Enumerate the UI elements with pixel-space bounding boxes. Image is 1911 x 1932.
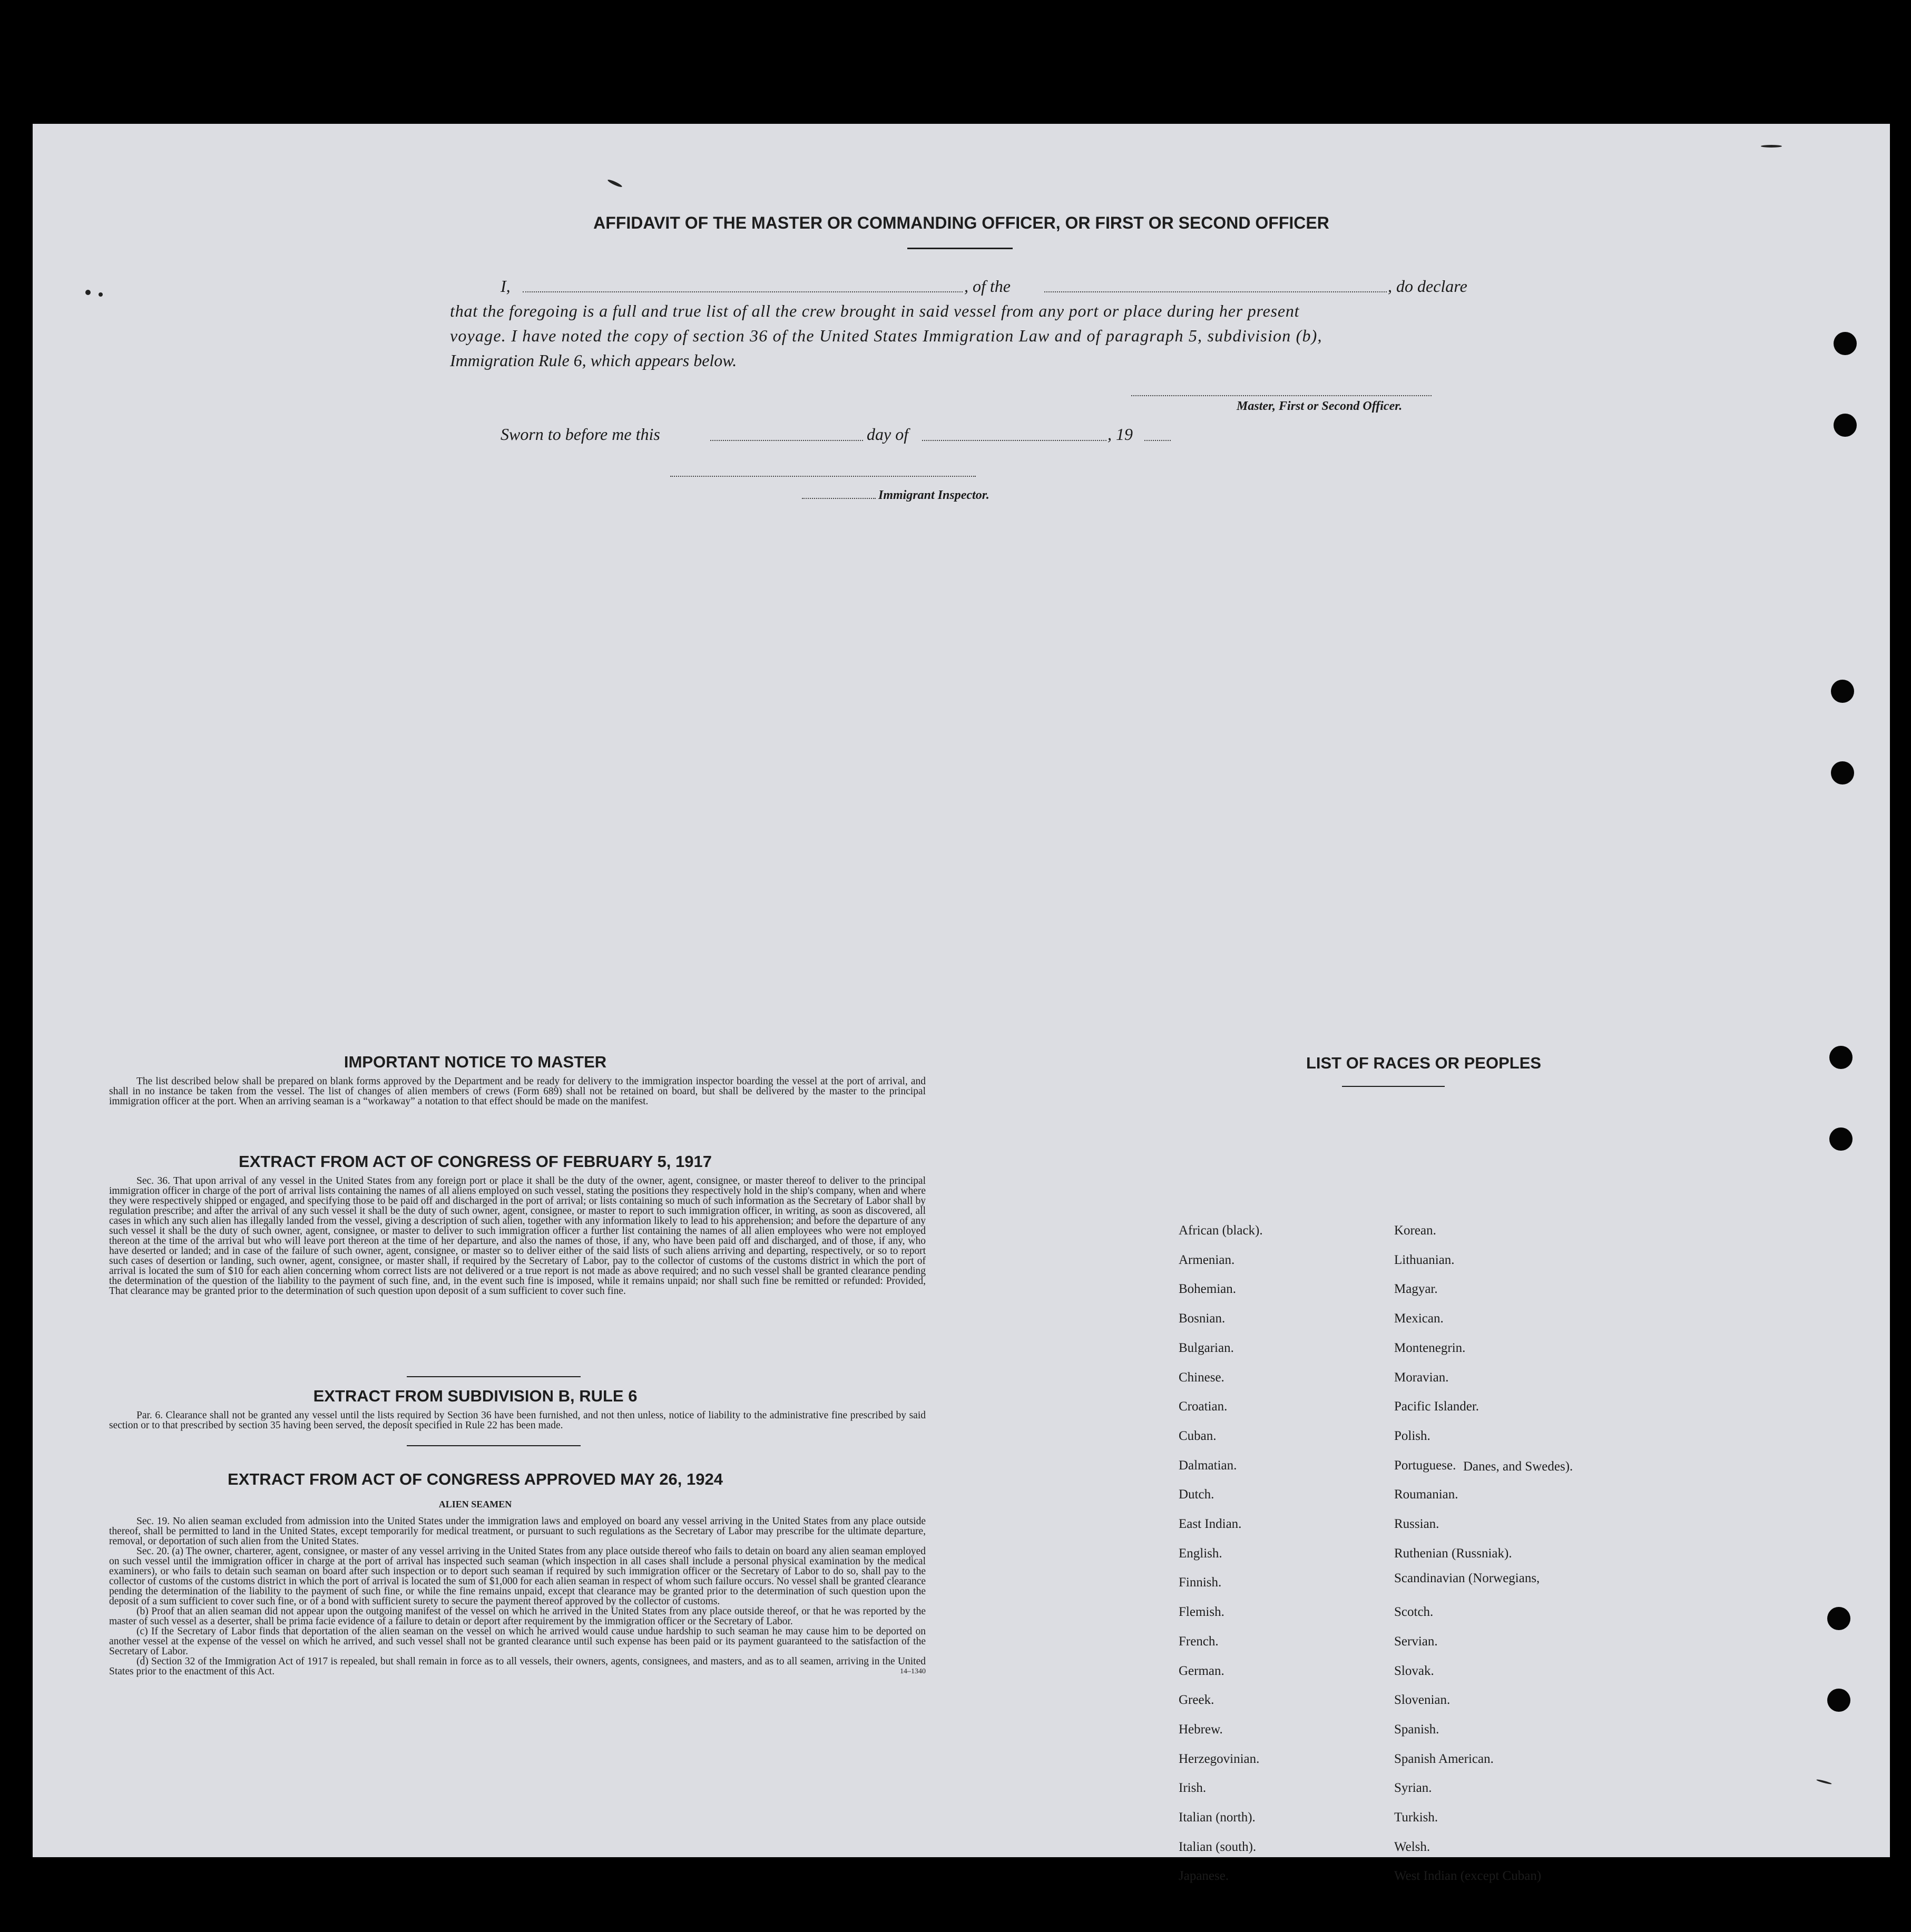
race-item: Spanish. xyxy=(1394,1722,1439,1737)
race-item: Greek. xyxy=(1179,1693,1214,1708)
race-item: Dalmatian. xyxy=(1179,1458,1237,1473)
vessel-field[interactable] xyxy=(1044,291,1387,292)
sworn-day-field[interactable] xyxy=(710,440,863,441)
race-item: Slovak. xyxy=(1394,1663,1434,1678)
race-item: Bulgarian. xyxy=(1179,1340,1234,1355)
race-item: Polish. xyxy=(1394,1428,1430,1443)
affidavit-line4: Immigration Rule 6, which appears below. xyxy=(450,351,737,370)
race-item: Herzegovinian. xyxy=(1179,1751,1260,1766)
name-field[interactable] xyxy=(523,291,963,292)
notice-title: IMPORTANT NOTICE TO MASTER xyxy=(344,1053,607,1071)
race-item: Japanese. xyxy=(1179,1869,1229,1884)
race-item: Spanish American. xyxy=(1394,1751,1494,1766)
sec20b-paragraph: (b) Proof that an alien seaman did not appear upon the outgoing manifest of the vessel on which he arrived in the United States from any place outside thereof, or that he was reported by the master of such vessel as a deserter, shall be prima facie evidence of a failure to detain or deport after requirement by the immigration officer or the Secretary of Labor. xyxy=(109,1606,926,1627)
race-item: Flemish. xyxy=(1179,1605,1224,1620)
race-item: Montenegrin. xyxy=(1394,1340,1466,1355)
punch-hole xyxy=(1831,680,1854,703)
extract-1917-title: EXTRACT FROM ACT OF CONGRESS OF FEBRUARY 5, 1917 xyxy=(239,1152,712,1171)
race-item: Portuguese. xyxy=(1394,1458,1456,1473)
race-item: French. xyxy=(1179,1634,1219,1649)
inspector-signature-field-2[interactable] xyxy=(802,498,876,499)
document-sheet xyxy=(33,124,1890,1884)
punch-hole xyxy=(1831,761,1854,784)
race-item: Welsh. xyxy=(1394,1839,1430,1854)
extract-1917-text xyxy=(109,1176,926,1296)
form-number: 14–1340 xyxy=(900,1668,926,1675)
race-item: Italian (south). xyxy=(1179,1839,1257,1854)
race-item: Korean. xyxy=(1394,1223,1436,1238)
extract-1924-title: EXTRACT FROM ACT OF CONGRESS APPROVED MAY 26, 1924 xyxy=(228,1470,723,1488)
sworn-year-field[interactable] xyxy=(1144,440,1171,441)
par6-paragraph: Par. 6. Clearance shall not be granted any vessel until the lists required by Section 36 have been furnished, and not then unless, notice of liability to the administrative fine prescribed by said section or to that prescribed by section 35 having been served, the deposit specified in Rule 22 has been made. xyxy=(109,1410,926,1431)
inspector-label: Immigrant Inspector. xyxy=(878,488,989,502)
race-item: Mexican. xyxy=(1394,1311,1444,1326)
race-item: Roumanian. xyxy=(1394,1487,1458,1502)
notice-paragraph: The list described below shall be prepared on blank forms approved by the Department and be ready for delivery to the immigration inspector boarding the vessel at the port of arrival, and shall in no instance be taken from the vessel. The list of changes of alien members of crews (Form 689) shall not be retained on board, but shall be delivered by the master to the principal immigration officer at the port. When an arriving seaman is a “workaway” a notation to that effect should be made on the manifest. xyxy=(109,1076,926,1107)
sworn-label: Sworn to before me this xyxy=(501,425,660,444)
ink-speck xyxy=(1816,1779,1832,1785)
punch-hole xyxy=(1829,1046,1853,1069)
affidavit-i: I, xyxy=(501,277,511,296)
sec20d-text: (d) Section 32 of the Immigration Act of 1917 is repealed, but shall remain in force as to all vessels, their owners, agents, consignees, and masters, and as to all seamen, arriving in the United States prior to the enactment of this Act. xyxy=(109,1656,926,1677)
rule6-text xyxy=(109,1410,926,1430)
day-of-label: day of xyxy=(867,425,909,444)
race-item: Irish. xyxy=(1179,1781,1207,1796)
race-scandinavian-cont: Danes, and Swedes). xyxy=(1463,1459,1573,1474)
race-item: East Indian. xyxy=(1179,1517,1242,1531)
ink-speck xyxy=(1761,145,1782,148)
race-item: Finnish. xyxy=(1179,1575,1222,1590)
race-item: German. xyxy=(1179,1663,1224,1678)
rule6-title: EXTRACT FROM SUBDIVISION B, RULE 6 xyxy=(313,1387,638,1405)
sec20d-paragraph xyxy=(109,1656,926,1676)
race-item: Hebrew. xyxy=(1179,1722,1223,1737)
section-divider xyxy=(407,1376,581,1377)
inspector-signature-field[interactable] xyxy=(670,476,976,477)
affidavit-title: AFFIDAVIT OF THE MASTER OR COMMANDING OFFICER, OR FIRST OR SECOND OFFICER xyxy=(593,213,1329,232)
race-item: Slovenian. xyxy=(1394,1693,1451,1708)
sec36-paragraph: Sec. 36. That upon arrival of any vessel in the United States from any foreign port or place it shall be the duty of the owner, agent, consignee, or master thereof to deliver to the principal immigration officer in charge of the port of arrival lists containing the names of all aliens employed on such vessel, stating the positions they respectively hold in the ship's company, when and where they were respectively shipped or engaged, and specifying those to be paid off and discharged in the port of arrival; or lists containing so much of such information as the Secretary of Labor shall by regulation prescribe; and after the arrival of any such vessel it shall be the duty of such owner, agent, consignee, or master to report to such immigration officer, in writing, as soon as discovered, all cases in which any such alien has illegally landed from the vessel, giving a description of such alien, together with any information likely to lead to his apprehension; and before the departure of any such vessel it shall be the duty of such owner, agent, consignee, or master to deliver to such immigration officer a further list containing the names of all alien employees who were not employed thereon at the time of the arrival but who will leave port thereon at the time of her departure, and also the names of those, if any, who have been paid off and discharged, and of those, if any, who have deserted or landed; and in case of the failure of such owner, agent, consignee, or master so to deliver either of the said lists of such aliens arriving and departing, respectively, or so to report such cases of desertion or landing, such owner, agent, consignee, or master shall, if required by the Secretary of Labor, pay to the collector of customs of the customs district in which the port of arrival is located the sum of $10 for each alien concerning whom correct lists are not delivered or a true report is not made as above required; and no such vessel shall be granted clearance pending the determination of the question of the liability to the payment of such fine, and, in the event such fine is imposed, while it remains unpaid; nor shall such fine be remitted or refunded: Provided, That clearance may be granted prior to the determination of such question upon deposit of a sum sufficient to cover such fine. xyxy=(109,1175,926,1297)
ink-speck xyxy=(85,290,91,295)
race-item: Ruthenian (Russniak). xyxy=(1394,1546,1512,1561)
punch-hole xyxy=(1829,1127,1853,1151)
races-underline xyxy=(1342,1086,1445,1087)
race-item: Chinese. xyxy=(1179,1370,1224,1385)
sec19-paragraph: Sec. 19. No alien seaman excluded from admission into the United States under the immigration laws and employed on board any vessel arriving in the United States from any place outside thereof, shall be permitted to land in the United States, except temporarily for medical treatment, or pursuant to such regulations as the Secretary of Labor may prescribe for the ultimate departure, removal, or deportation of such alien from the United States. xyxy=(109,1516,926,1547)
notice-text xyxy=(109,1076,926,1106)
race-item: Russian. xyxy=(1394,1517,1439,1531)
race-item: Turkish. xyxy=(1394,1810,1438,1825)
punch-hole xyxy=(1827,1607,1850,1630)
extract-1924-text xyxy=(109,1516,926,1676)
affidavit-do-declare: , do declare xyxy=(1388,277,1467,296)
race-item: Scandinavian (Norwegians, xyxy=(1394,1571,1540,1586)
alien-seamen-subtitle: ALIEN SEAMEN xyxy=(438,1499,512,1509)
ink-speck xyxy=(99,292,103,297)
race-item: Scotch. xyxy=(1394,1605,1434,1620)
race-item: West Indian (except Cuban) xyxy=(1394,1869,1542,1884)
affidavit-line2: that the foregoing is a full and true list of all the crew brought in said vessel from any port or place during her present xyxy=(450,301,1300,320)
ink-speck xyxy=(607,179,623,188)
sworn-month-field[interactable] xyxy=(922,440,1106,441)
race-item: Croatian. xyxy=(1179,1399,1228,1414)
signature-label: Master, First or Second Officer. xyxy=(1237,399,1403,413)
race-item: Cuban. xyxy=(1179,1428,1217,1443)
race-item: Italian (north). xyxy=(1179,1810,1256,1825)
section-divider xyxy=(407,1445,581,1446)
race-item: Dutch. xyxy=(1179,1487,1214,1502)
signature-field[interactable] xyxy=(1131,395,1432,396)
race-item: English. xyxy=(1179,1546,1222,1561)
punch-hole xyxy=(1834,332,1857,355)
affidavit-line3: voyage. I have noted the copy of section 36 of the United States Immigration Law and of paragraph 5, subdivision (b), xyxy=(450,326,1322,345)
races-title: LIST OF RACES OR PEOPLES xyxy=(1306,1054,1542,1072)
race-item: Moravian. xyxy=(1394,1370,1449,1385)
race-item: Magyar. xyxy=(1394,1282,1438,1297)
race-item: Syrian. xyxy=(1394,1781,1432,1796)
race-item: Servian. xyxy=(1394,1634,1438,1649)
race-item: Bohemian. xyxy=(1179,1282,1237,1297)
sec20a-paragraph: Sec. 20. (a) The owner, charterer, agent, consignee, or master of any vessel arriving in the United States from any place outside thereof who fails to detain on board any alien seaman employed on such vessel until the immigration officer in charge at the port of arrival has inspected such seaman (which inspection in all cases shall include a personal physical examination by the medical examiners), or who fails to detain such seaman on board after such inspection or to deport such seaman if required by such immigration officer or the Secretary of Labor to do so, shall pay to the collector of customs of the customs district in which the port of arrival is located the sum of $1,000 for each alien seaman in respect of whom such failure occurs. No vessel shall be granted clearance pending the determination of the liability to the payment of such fine, or while the fine remains unpaid, except that clearance may be granted prior to the determination of such question upon the deposit of a sum sufficient to cover such fine, or of a bond with sufficient surety to secure the payment thereof approved by the collector of customs. xyxy=(109,1546,926,1607)
punch-hole xyxy=(1827,1689,1850,1712)
affidavit-of-the: , of the xyxy=(964,277,1011,296)
year-label: , 19 xyxy=(1108,425,1133,444)
race-item: Armenian. xyxy=(1179,1252,1235,1267)
punch-hole xyxy=(1834,414,1857,437)
race-item: Pacific Islander. xyxy=(1394,1399,1479,1414)
race-item: Lithuanian. xyxy=(1394,1252,1455,1267)
title-underline xyxy=(907,248,1013,249)
race-item: African (black). xyxy=(1179,1223,1263,1238)
race-item: Bosnian. xyxy=(1179,1311,1226,1326)
sec20c-paragraph: (c) If the Secretary of Labor finds that deportation of the alien seaman on the vessel on which he arrived would cause undue hardship to such seaman he may cause him to be deported on another vessel at the expense of the vessel on which he arrived, and such vessel shall not be granted clearance until such expense has been paid or its payment guaranteed to the satisfaction of the Secretary of Labor. xyxy=(109,1626,926,1657)
